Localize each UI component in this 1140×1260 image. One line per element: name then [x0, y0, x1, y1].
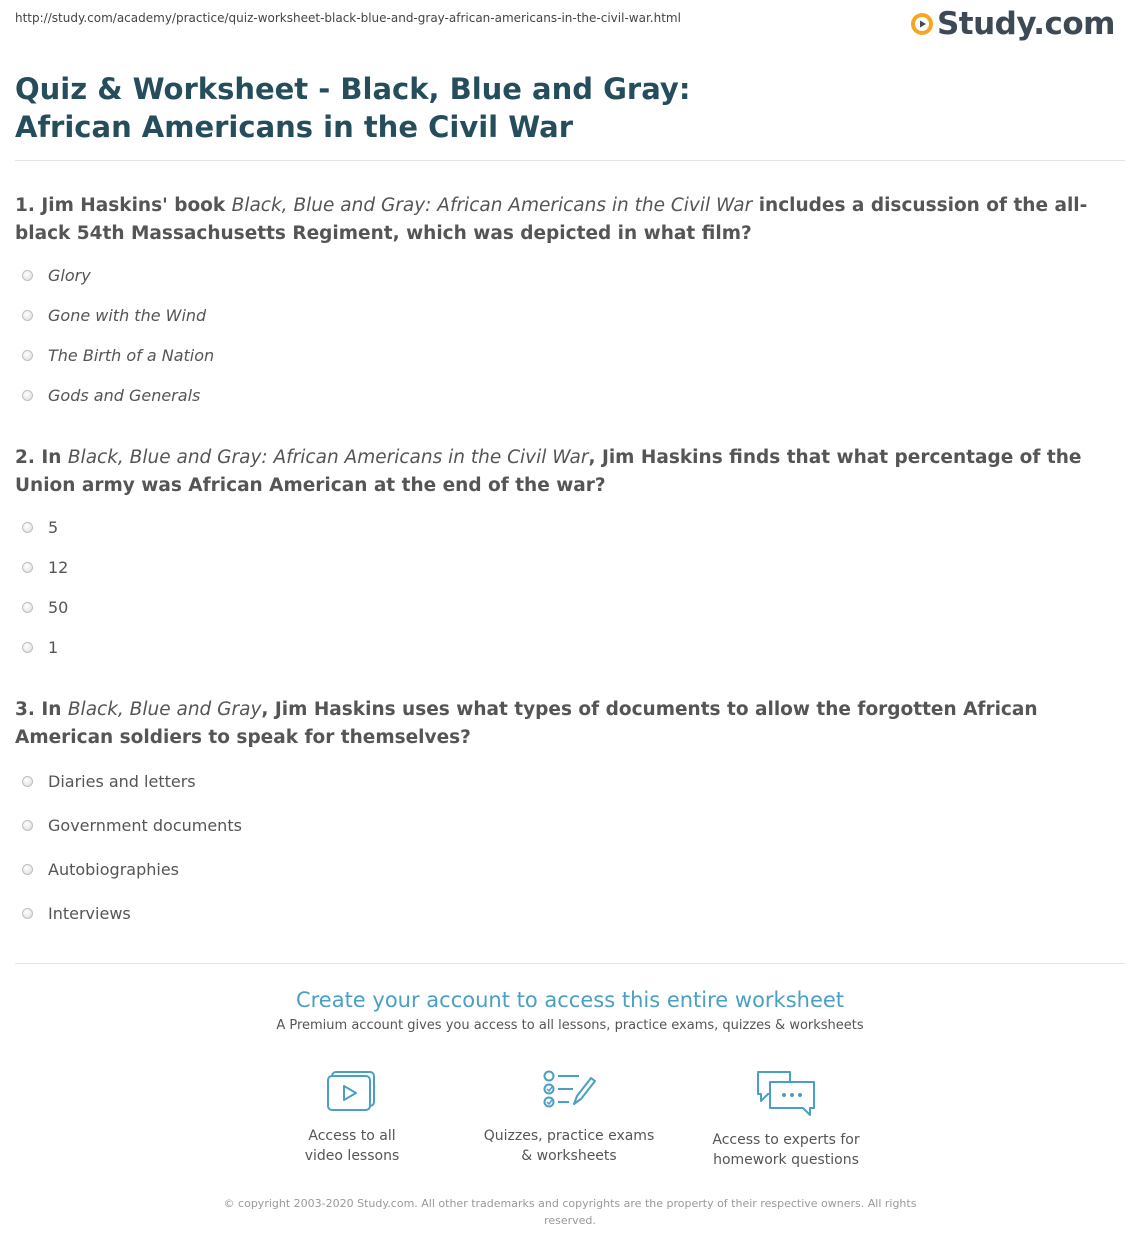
- radio-button[interactable]: [22, 270, 33, 281]
- radio-button[interactable]: [22, 602, 33, 613]
- question-3: 3. In Black, Blue and Gray, Jim Haskins uses what types of documents to allow the forgotten African American soldiers to speak for themselves?: [15, 699, 1038, 748]
- feature-experts: [686, 1068, 886, 1170]
- feature-quizzes: [469, 1068, 669, 1166]
- play-logo-icon: [910, 12, 934, 36]
- answer-option[interactable]: The Birth of a Nation: [22, 335, 214, 375]
- title-divider: [15, 160, 1125, 161]
- feature-video-lessons: [252, 1068, 452, 1166]
- answer-option[interactable]: Gods and Generals: [22, 375, 214, 415]
- radio-button[interactable]: [22, 776, 33, 787]
- answer-option[interactable]: Diaries and letters: [22, 759, 242, 803]
- feature-label: Access to all video lessons: [304, 1128, 400, 1164]
- answer-option[interactable]: Autobiographies: [22, 847, 242, 891]
- question-1: 1. Jim Haskins' book Black, Blue and Gray: African Americans in the Civil War includes a discussion of the all-black 54th Massachusetts Regiment, which was depicted in what film?: [15, 195, 1088, 244]
- radio-button[interactable]: [22, 522, 33, 533]
- logo-text: Study.com: [936, 6, 1115, 42]
- answer-option[interactable]: Government documents: [22, 803, 242, 847]
- answer-option[interactable]: 50: [22, 587, 68, 627]
- answer-option[interactable]: 12: [22, 547, 68, 587]
- question-2: 2. In Black, Blue and Gray: African Americans in the Civil War, Jim Haskins finds that what percentage of the Union army was African American at the end of the war?: [15, 447, 1082, 496]
- answer-option[interactable]: Glory: [22, 255, 214, 295]
- answer-option[interactable]: 5: [22, 507, 68, 547]
- cta-title-link[interactable]: Create your account to access this entire worksheet: [295, 988, 845, 1012]
- question-1-options: [22, 255, 214, 415]
- page-url: http://study.com/academy/practice/quiz-worksheet-black-blue-and-gray-african-americans-in-the-civil-war.html: [15, 11, 681, 25]
- radio-button[interactable]: [22, 864, 33, 875]
- radio-button[interactable]: [22, 642, 33, 653]
- answer-option[interactable]: 1: [22, 627, 68, 667]
- radio-button[interactable]: [22, 310, 33, 321]
- video-lesson-icon: [326, 1068, 378, 1114]
- study-logo[interactable]: [910, 4, 1115, 44]
- question-3-options: [22, 759, 242, 935]
- answer-option[interactable]: Gone with the Wind: [22, 295, 214, 335]
- signup-cta: [0, 986, 1140, 1033]
- chat-bubbles-icon: [754, 1068, 818, 1118]
- cta-subtitle: A Premium account gives you access to all lessons, practice exams, quizzes & worksheets: [276, 1018, 864, 1033]
- radio-button[interactable]: [22, 390, 33, 401]
- checklist-icon: [541, 1068, 597, 1114]
- answer-option[interactable]: Interviews: [22, 891, 242, 935]
- page-title: Quiz & Worksheet - Black, Blue and Gray: African Americans in the Civil War: [15, 72, 691, 144]
- radio-button[interactable]: [22, 350, 33, 361]
- feature-label: Quizzes, practice exams & worksheets: [483, 1128, 655, 1164]
- feature-label: Access to experts for homework questions: [712, 1132, 860, 1168]
- radio-button[interactable]: [22, 908, 33, 919]
- radio-button[interactable]: [22, 562, 33, 573]
- cta-divider: [15, 963, 1125, 964]
- copyright-notice: © copyright 2003-2020 Study.com. All other trademarks and copyrights are the property of their respective owners. All rights reserved.: [223, 1197, 917, 1227]
- question-2-options: [22, 507, 68, 667]
- radio-button[interactable]: [22, 820, 33, 831]
